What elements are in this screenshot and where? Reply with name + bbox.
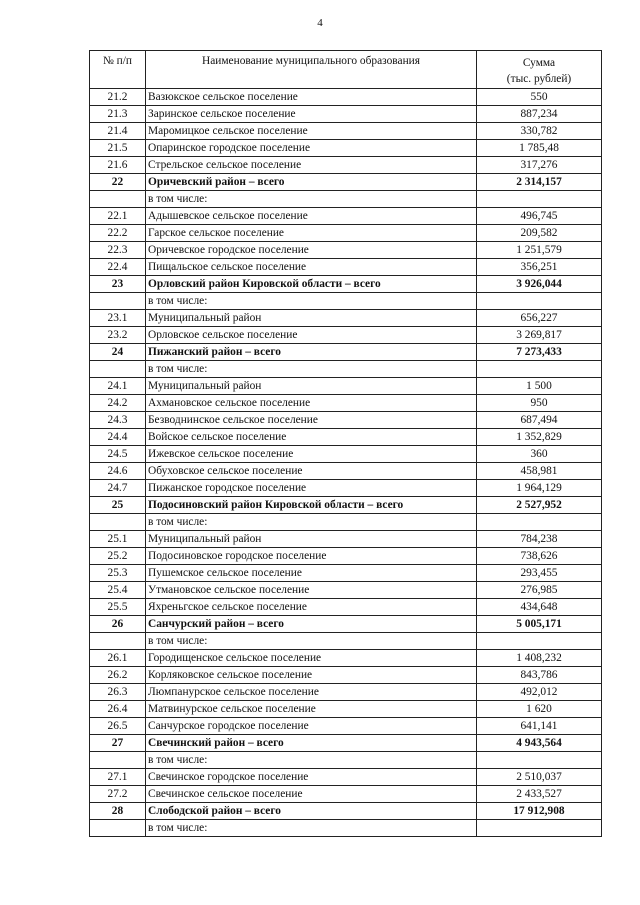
row-name: Пушемское сельское поселение — [146, 565, 477, 582]
row-sum — [477, 820, 602, 837]
table-row — [90, 531, 602, 548]
row-name: Оричевское городское поселение — [146, 242, 477, 259]
row-name: Орловское сельское поселение — [146, 327, 477, 344]
row-sum: 1 352,829 — [477, 429, 602, 446]
table-row — [90, 123, 602, 140]
row-number: 26.3 — [90, 684, 146, 701]
table-row — [90, 701, 602, 718]
row-sum: 2 510,037 — [477, 769, 602, 786]
row-name: Пижанское городское поселение — [146, 480, 477, 497]
row-sum: 1 620 — [477, 701, 602, 718]
table-row — [90, 140, 602, 157]
table-row — [90, 752, 602, 769]
row-number: 23 — [90, 276, 146, 293]
row-number — [90, 752, 146, 769]
row-name: Утмановское сельское поселение — [146, 582, 477, 599]
table-row — [90, 769, 602, 786]
table-row — [90, 684, 602, 701]
row-sum: 17 912,908 — [477, 803, 602, 820]
row-name: в том числе: — [146, 191, 477, 208]
table-row — [90, 650, 602, 667]
row-number: 24.7 — [90, 480, 146, 497]
row-sum — [477, 514, 602, 531]
row-number — [90, 820, 146, 837]
table-row — [90, 259, 602, 276]
row-number: 22 — [90, 174, 146, 191]
row-name: Оричевский район – всего — [146, 174, 477, 191]
row-sum: 293,455 — [477, 565, 602, 582]
table-row-total — [90, 803, 602, 820]
table-row-total — [90, 616, 602, 633]
table-row — [90, 208, 602, 225]
row-number: 22.2 — [90, 225, 146, 242]
row-number: 26.4 — [90, 701, 146, 718]
row-name: Пижанский район – всего — [146, 344, 477, 361]
row-sum: 4 943,564 — [477, 735, 602, 752]
row-number: 21.2 — [90, 89, 146, 106]
row-sum: 1 964,129 — [477, 480, 602, 497]
row-sum: 641,141 — [477, 718, 602, 735]
row-number — [90, 514, 146, 531]
row-sum — [477, 633, 602, 650]
row-sum: 209,582 — [477, 225, 602, 242]
table-row — [90, 429, 602, 446]
row-number: 27 — [90, 735, 146, 752]
row-sum: 2 314,157 — [477, 174, 602, 191]
table-row — [90, 395, 602, 412]
row-name: Опаринское городское поселение — [146, 140, 477, 157]
row-name: Яхреньгское сельское поселение — [146, 599, 477, 616]
row-sum: 458,981 — [477, 463, 602, 480]
row-sum: 2 527,952 — [477, 497, 602, 514]
row-number — [90, 293, 146, 310]
row-name: Маромицкое сельское поселение — [146, 123, 477, 140]
row-number: 25.5 — [90, 599, 146, 616]
table-row-total — [90, 735, 602, 752]
row-number: 25.2 — [90, 548, 146, 565]
row-name: Муниципальный район — [146, 531, 477, 548]
table-row — [90, 327, 602, 344]
row-number: 24.5 — [90, 446, 146, 463]
table-row — [90, 361, 602, 378]
row-sum: 2 433,527 — [477, 786, 602, 803]
table-row — [90, 225, 602, 242]
row-number: 21.6 — [90, 157, 146, 174]
row-number: 24.3 — [90, 412, 146, 429]
budget-table — [89, 50, 602, 837]
row-sum: 3 926,044 — [477, 276, 602, 293]
row-number: 26.5 — [90, 718, 146, 735]
table-row — [90, 599, 602, 616]
table-row — [90, 820, 602, 837]
row-number: 22.3 — [90, 242, 146, 259]
row-number: 25 — [90, 497, 146, 514]
table-row — [90, 582, 602, 599]
table-row — [90, 667, 602, 684]
row-sum: 1 408,232 — [477, 650, 602, 667]
row-name: в том числе: — [146, 633, 477, 650]
header-sum-line1: Сумма — [522, 56, 556, 69]
row-name: в том числе: — [146, 752, 477, 769]
row-number: 24.6 — [90, 463, 146, 480]
table-row — [90, 718, 602, 735]
table-row — [90, 412, 602, 429]
row-sum: 656,227 — [477, 310, 602, 327]
row-number: 24.1 — [90, 378, 146, 395]
row-name: Муниципальный район — [146, 310, 477, 327]
table-row — [90, 89, 602, 106]
row-number: 27.1 — [90, 769, 146, 786]
row-sum: 1 500 — [477, 378, 602, 395]
row-number: 21.4 — [90, 123, 146, 140]
row-number: 23.1 — [90, 310, 146, 327]
table-row-total — [90, 497, 602, 514]
table-row — [90, 378, 602, 395]
table-row-total — [90, 276, 602, 293]
table-row — [90, 463, 602, 480]
row-number: 23.2 — [90, 327, 146, 344]
row-name: Санчурское городское поселение — [146, 718, 477, 735]
table-row — [90, 293, 602, 310]
row-number: 21.3 — [90, 106, 146, 123]
header-name: Наименование муниципального образования — [146, 51, 477, 89]
row-name: в том числе: — [146, 293, 477, 310]
table-row — [90, 514, 602, 531]
row-name: Стрельское сельское поселение — [146, 157, 477, 174]
row-sum — [477, 752, 602, 769]
row-name: Санчурский район – всего — [146, 616, 477, 633]
row-name: Пищальское сельское поселение — [146, 259, 477, 276]
table-row — [90, 191, 602, 208]
row-number: 25.1 — [90, 531, 146, 548]
row-name: Заринское сельское поселение — [146, 106, 477, 123]
table-row — [90, 565, 602, 582]
table-body — [90, 89, 602, 837]
row-number: 26.1 — [90, 650, 146, 667]
row-sum: 843,786 — [477, 667, 602, 684]
row-number: 22.4 — [90, 259, 146, 276]
row-sum: 550 — [477, 89, 602, 106]
table-row — [90, 106, 602, 123]
row-sum: 1 785,48 — [477, 140, 602, 157]
table-row — [90, 157, 602, 174]
row-sum: 687,494 — [477, 412, 602, 429]
row-sum — [477, 191, 602, 208]
row-sum: 1 251,579 — [477, 242, 602, 259]
row-number: 25.3 — [90, 565, 146, 582]
row-name: Безводнинское сельское поселение — [146, 412, 477, 429]
row-number: 27.2 — [90, 786, 146, 803]
row-name: в том числе: — [146, 361, 477, 378]
row-number: 21.5 — [90, 140, 146, 157]
row-name: Корляковское сельское поселение — [146, 667, 477, 684]
row-name: Муниципальный район — [146, 378, 477, 395]
row-name: Свечинское сельское поселение — [146, 786, 477, 803]
row-sum: 738,626 — [477, 548, 602, 565]
row-name: Свечинский район – всего — [146, 735, 477, 752]
row-name: Гарское сельское поселение — [146, 225, 477, 242]
row-sum: 784,238 — [477, 531, 602, 548]
table-row — [90, 446, 602, 463]
table-row — [90, 480, 602, 497]
row-number: 25.4 — [90, 582, 146, 599]
row-number: 24.4 — [90, 429, 146, 446]
row-name: Обуховское сельское поселение — [146, 463, 477, 480]
header-num: № п/п — [90, 51, 146, 89]
row-sum: 434,648 — [477, 599, 602, 616]
table-row-total — [90, 344, 602, 361]
table-row — [90, 786, 602, 803]
row-name: Вазюкское сельское поселение — [146, 89, 477, 106]
row-sum: 887,234 — [477, 106, 602, 123]
table-row — [90, 633, 602, 650]
row-sum: 360 — [477, 446, 602, 463]
row-number: 26.2 — [90, 667, 146, 684]
row-number: 28 — [90, 803, 146, 820]
row-sum: 276,985 — [477, 582, 602, 599]
row-sum — [477, 293, 602, 310]
header-sum-line2: (тыс. рублей) — [506, 72, 572, 85]
row-number — [90, 633, 146, 650]
row-number — [90, 191, 146, 208]
table-row — [90, 310, 602, 327]
row-sum: 492,012 — [477, 684, 602, 701]
row-sum: 356,251 — [477, 259, 602, 276]
row-sum: 7 273,433 — [477, 344, 602, 361]
row-sum: 496,745 — [477, 208, 602, 225]
table-row-total — [90, 174, 602, 191]
row-number: 22.1 — [90, 208, 146, 225]
row-sum: 317,276 — [477, 157, 602, 174]
row-name: Подосиновское городское поселение — [146, 548, 477, 565]
row-number — [90, 361, 146, 378]
row-sum: 5 005,171 — [477, 616, 602, 633]
row-name: в том числе: — [146, 820, 477, 837]
row-name: Ижевское сельское поселение — [146, 446, 477, 463]
row-sum: 330,782 — [477, 123, 602, 140]
table-row — [90, 548, 602, 565]
row-name: Слободской район – всего — [146, 803, 477, 820]
table-row — [90, 242, 602, 259]
row-sum — [477, 361, 602, 378]
header-sum — [477, 51, 602, 89]
row-name: Ахмановское сельское поселение — [146, 395, 477, 412]
page-number: 4 — [317, 17, 323, 29]
row-name: Матвинурское сельское поселение — [146, 701, 477, 718]
row-name: в том числе: — [146, 514, 477, 531]
row-name: Городищенское сельское поселение — [146, 650, 477, 667]
row-number: 24 — [90, 344, 146, 361]
row-name: Свечинское городское поселение — [146, 769, 477, 786]
row-sum: 950 — [477, 395, 602, 412]
row-number: 26 — [90, 616, 146, 633]
row-name: Орловский район Кировской области – всего — [146, 276, 477, 293]
row-name: Адышевское сельское поселение — [146, 208, 477, 225]
row-sum: 3 269,817 — [477, 327, 602, 344]
row-number: 24.2 — [90, 395, 146, 412]
table-header-row — [90, 51, 602, 89]
row-name: Войское сельское поселение — [146, 429, 477, 446]
row-name: Подосиновский район Кировской области – всего — [146, 497, 477, 514]
row-name: Люмпанурское сельское поселение — [146, 684, 477, 701]
